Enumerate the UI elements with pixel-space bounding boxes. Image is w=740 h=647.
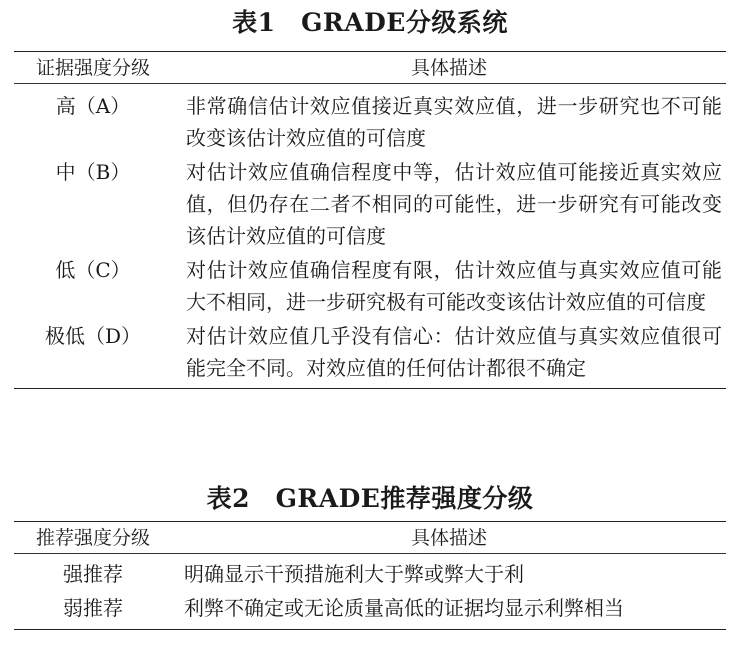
table-2-header-grade: 推荐强度分级 — [35, 527, 150, 549]
table-1-header-description: 具体描述 — [410, 57, 487, 79]
description-cell: 对估计效应值确信程度中等，估计效应值可能接近真实效应值，但仍存在二者不相同的可能性，进一步研究有可能改变该估计效应值的可信度 — [186, 160, 722, 248]
grade-cell: 极低（D） — [44, 324, 142, 348]
table-row — [14, 254, 726, 318]
table-2-bottom-rule — [14, 629, 726, 630]
grade-cell: 强推荐 — [63, 562, 123, 586]
table-2-header-description: 具体描述 — [410, 527, 487, 549]
table-2 — [14, 484, 726, 630]
table-1-bottom-rule — [14, 388, 726, 389]
table-1-header-rule — [14, 83, 726, 84]
table-2-caption: 表2 GRADE推荐强度分级 — [206, 484, 534, 513]
table-2-header-rule — [14, 553, 726, 554]
table-2-header — [14, 522, 726, 553]
description-cell: 明确显示干预措施利大于弊或弊大于利 — [184, 562, 524, 586]
table-row — [14, 320, 726, 384]
table-row — [14, 156, 726, 252]
table-1-caption: 表1 GRADE分级系统 — [232, 8, 508, 37]
grade-cell: 中（B） — [55, 160, 131, 184]
description-cell: 对估计效应值确信程度有限，估计效应值与真实效应值可能大不相同，进一步研究极有可能改变该估计效应值的可信度 — [186, 258, 722, 314]
grade-cell: 弱推荐 — [63, 596, 123, 620]
description-cell: 非常确信估计效应值接近真实效应值，进一步研究也不可能改变该估计效应值的可信度 — [186, 94, 722, 150]
description-cell: 利弊不确定或无论质量高低的证据均显示利弊相当 — [184, 596, 624, 620]
grade-cell: 高（A） — [55, 94, 131, 118]
description-cell: 对估计效应值几乎没有信心：估计效应值与真实效应值很可能完全不同。对效应值的任何估计都很不确定 — [186, 324, 722, 380]
table-row — [14, 591, 726, 625]
grade-cell: 低（C） — [55, 258, 131, 282]
table-row — [14, 557, 726, 591]
table-1 — [14, 8, 726, 389]
table-1-header — [14, 52, 726, 83]
table-1-header-grade: 证据强度分级 — [35, 57, 150, 79]
table-row — [14, 90, 726, 154]
